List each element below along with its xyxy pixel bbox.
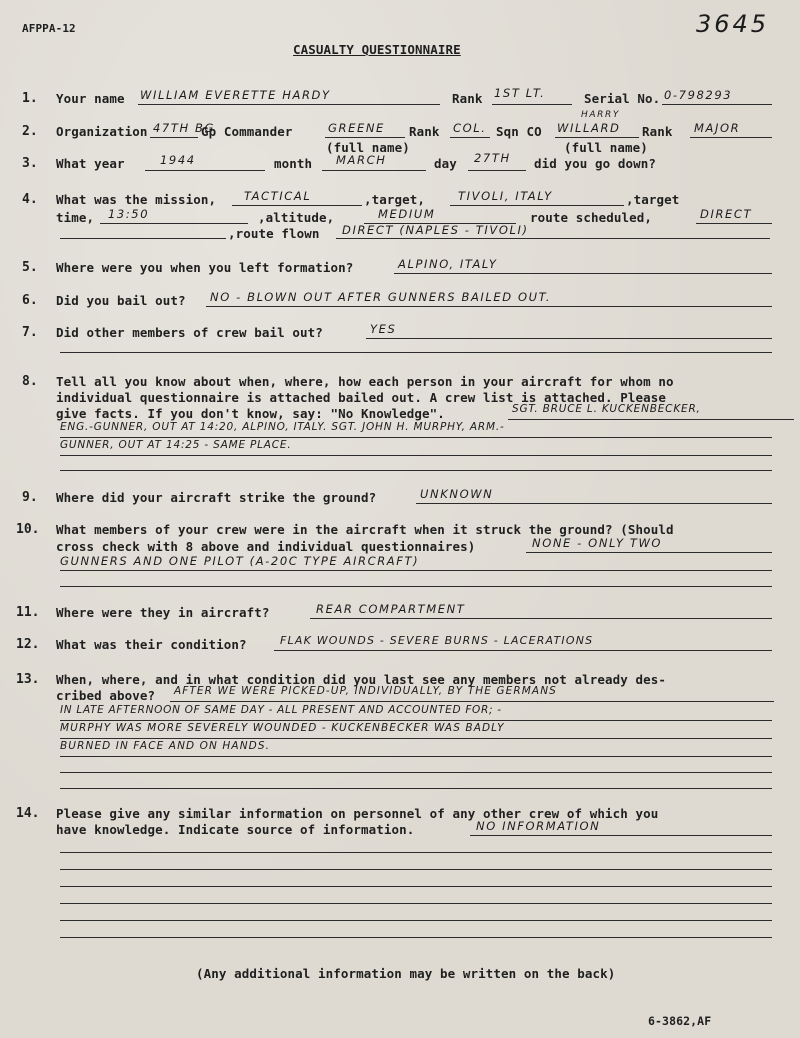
q3-tail: did you go down? <box>534 156 657 171</box>
q2-sqn-co-first-value: HARRY <box>581 110 620 120</box>
q1-rank-value: 1ST LT. <box>494 86 546 100</box>
q12-line <box>274 650 772 651</box>
q2-gp-rank-line <box>450 137 490 138</box>
q4-extra-line <box>60 238 226 239</box>
q4-time-label: time, <box>56 210 95 225</box>
q2-gp-label: Gp Commander <box>201 124 293 139</box>
q1-serial-value: 0-798293 <box>664 88 733 102</box>
q9-line <box>416 503 772 504</box>
q12-number: 12. <box>16 637 40 652</box>
q10-line-2 <box>60 570 772 571</box>
q8-line-2 <box>60 437 772 438</box>
q10-text-line2: cross check with 8 above and individual questionnaires) <box>56 539 476 554</box>
q8-text-line2: individual questionnaire is attached bailed out. A crew list is attached. Please <box>56 390 667 405</box>
q5-number: 5. <box>22 260 38 275</box>
q5-label: Where were you when you left formation? <box>56 260 354 275</box>
q6-answer: NO - BLOWN OUT AFTER GUNNERS BAILED OUT. <box>210 290 552 304</box>
q13-answer-line1: AFTER WE WERE PICKED-UP, INDIVIDUALLY, BY THE GERMANS <box>174 685 557 697</box>
q14-line-4 <box>60 886 772 887</box>
q10-line-3 <box>60 586 772 587</box>
q9-number: 9. <box>22 490 38 505</box>
q4-number: 4. <box>22 192 38 207</box>
q8-line-3 <box>60 455 772 456</box>
q2-sqn-rank-value: MAJOR <box>694 121 741 135</box>
q2-rank-label: Rank <box>409 124 440 139</box>
q13-line-6 <box>60 788 772 789</box>
q4-time-line <box>100 223 248 224</box>
q14-text-line2: have knowledge. Indicate source of information. <box>56 822 415 837</box>
q10-line-1 <box>526 552 772 553</box>
q2-sqn-rank-line <box>690 137 772 138</box>
q2-gp-commander-value: GREENE <box>328 121 385 135</box>
q2-sqn-line <box>555 137 639 138</box>
q2-rank2-label: Rank <box>642 124 673 139</box>
q2-gp-line <box>325 137 405 138</box>
q13-line-2 <box>60 720 772 721</box>
q1-rank-line <box>492 104 572 105</box>
q5-answer: ALPINO, ITALY <box>398 257 498 271</box>
q3-year-line <box>145 170 265 171</box>
q6-label: Did you bail out? <box>56 293 186 308</box>
q11-line <box>310 618 772 619</box>
q12-label: What was their condition? <box>56 637 247 652</box>
q8-answer-line1: SGT. BRUCE L. KUCKENBECKER, <box>512 403 701 415</box>
q7-line-2 <box>60 352 772 353</box>
q1-name-line <box>138 104 440 105</box>
q4-target-value: TIVOLI, ITALY <box>458 189 553 203</box>
q2-org-value: 47TH BG <box>153 121 215 135</box>
q7-line-1 <box>366 338 772 339</box>
q3-month-label: month <box>274 156 313 171</box>
q3-day-value: 27TH <box>474 151 511 165</box>
q14-line-5 <box>60 903 772 904</box>
q8-text-line3: give facts. If you don't know, say: "No Knowledge". <box>56 406 445 421</box>
form-number: 6-3862,AF <box>648 1014 712 1028</box>
q4-altitude-label: ,altitude, <box>258 210 335 225</box>
q2-sqn-co-value: WILLARD <box>557 121 621 135</box>
file-number: 3645 <box>696 10 770 38</box>
q3-year-value: 1944 <box>160 153 196 167</box>
q4-time-value: 13:50 <box>108 207 150 221</box>
q14-number: 14. <box>16 806 40 821</box>
q8-line-4 <box>60 470 772 471</box>
q13-text-line1: When, where, and in what condition did you last see any members not already des- <box>56 672 667 687</box>
q1-number: 1. <box>22 91 38 106</box>
q4-route-flown-line <box>336 238 770 239</box>
q14-line-2 <box>60 852 772 853</box>
q10-answer-line1: NONE - ONLY TWO <box>532 536 663 550</box>
q13-text-line2: cribed above? <box>56 688 156 703</box>
q1-serial-label: Serial No. <box>584 91 661 106</box>
q4-altitude-value: MEDIUM <box>378 207 436 221</box>
q14-text-line1: Please give any similar information on personnel of any other crew of which you <box>56 806 659 821</box>
q13-line-5 <box>60 772 772 773</box>
q7-label: Did other members of crew bail out? <box>56 325 323 340</box>
q8-number: 8. <box>22 374 38 389</box>
q13-line-1 <box>170 701 774 702</box>
q10-number: 10. <box>16 522 40 537</box>
q9-label: Where did your aircraft strike the ground? <box>56 490 377 505</box>
q13-answer-line2: IN LATE AFTERNOON OF SAME DAY - ALL PRESENT AND ACCOUNTED FOR; - <box>60 704 502 716</box>
q11-answer: REAR COMPARTMENT <box>316 602 466 616</box>
q10-text-line1: What members of your crew were in the aircraft when it struck the ground? (Should <box>56 522 674 537</box>
q3-number: 3. <box>22 156 38 171</box>
q4-route-sched-line <box>696 223 772 224</box>
q8-answer-line2: ENG.-GUNNER, OUT AT 14:20, ALPINO, ITALY. SGT. JOHN H. MURPHY, ARM.- <box>60 421 505 433</box>
q2-org-line <box>150 137 198 138</box>
q8-answer-line3: GUNNER, OUT AT 14:25 - SAME PLACE. <box>60 439 292 451</box>
q14-line-3 <box>60 869 772 870</box>
q1-serial-line <box>662 104 772 105</box>
q10-answer-line2: GUNNERS AND ONE PILOT (A-20C TYPE AIRCRAFT) <box>60 554 420 568</box>
q7-answer: YES <box>370 322 397 336</box>
q3-month-value: MARCH <box>336 153 387 167</box>
q4-mission-line <box>232 205 362 206</box>
q4-route-sched-label: route scheduled, <box>530 210 653 225</box>
form-code: AFPPA-12 <box>22 22 76 35</box>
q4-route-flown-label: ,route flown <box>228 226 320 241</box>
q4-target-line <box>450 205 624 206</box>
q13-answer-line3: MURPHY WAS MORE SEVERELY WOUNDED - KUCKENBECKER WAS BADLY <box>60 722 505 734</box>
q13-number: 13. <box>16 672 40 687</box>
q3-day-label: day <box>434 156 457 171</box>
q4-route-sched-value: DIRECT <box>700 207 753 221</box>
q14-answer: NO INFORMATION <box>476 819 601 833</box>
q1-label: Your name <box>56 91 125 106</box>
q5-line <box>394 273 772 274</box>
q1-rank-label: Rank <box>452 91 483 106</box>
q2-label: Organization <box>56 124 148 139</box>
q2-full-name-hint-1: (full name) <box>326 140 410 155</box>
q9-answer: UNKNOWN <box>420 487 494 501</box>
q2-number: 2. <box>22 124 38 139</box>
q4-label: What was the mission, <box>56 192 217 207</box>
q13-line-4 <box>60 756 772 757</box>
q3-day-line <box>468 170 526 171</box>
q13-line-3 <box>60 738 772 739</box>
q12-answer: FLAK WOUNDS - SEVERE BURNS - LACERATIONS <box>280 634 594 647</box>
q11-label: Where were they in aircraft? <box>56 605 270 620</box>
q6-number: 6. <box>22 293 38 308</box>
q8-text-line1: Tell all you know about when, where, how each person in your aircraft for whom no <box>56 374 674 389</box>
q1-name-value: WILLIAM EVERETTE HARDY <box>140 88 331 102</box>
q3-month-line <box>322 170 426 171</box>
q4-route-flown-value: DIRECT (NAPLES - TIVOLI) <box>342 223 529 237</box>
q6-line <box>206 306 772 307</box>
q4-target-label: ,target, <box>364 192 426 207</box>
q2-gp-rank-value: COL. <box>453 121 487 135</box>
q4-target2-label: ,target <box>626 192 680 207</box>
q14-line-1 <box>470 835 772 836</box>
form-title: CASUALTY QUESTIONNAIRE <box>293 42 461 57</box>
q2-sqn-label: Sqn CO <box>496 124 542 139</box>
q8-line-1 <box>508 419 794 420</box>
q13-answer-line4: BURNED IN FACE AND ON HANDS. <box>60 740 271 752</box>
q7-number: 7. <box>22 325 38 340</box>
q11-number: 11. <box>16 605 40 620</box>
footer-note: (Any additional information may be written on the back) <box>196 966 616 981</box>
q2-full-name-hint-2: (full name) <box>564 140 648 155</box>
q14-line-7 <box>60 937 772 938</box>
q14-line-6 <box>60 920 772 921</box>
q4-mission-value: TACTICAL <box>244 189 312 203</box>
q3-label: What year <box>56 156 125 171</box>
